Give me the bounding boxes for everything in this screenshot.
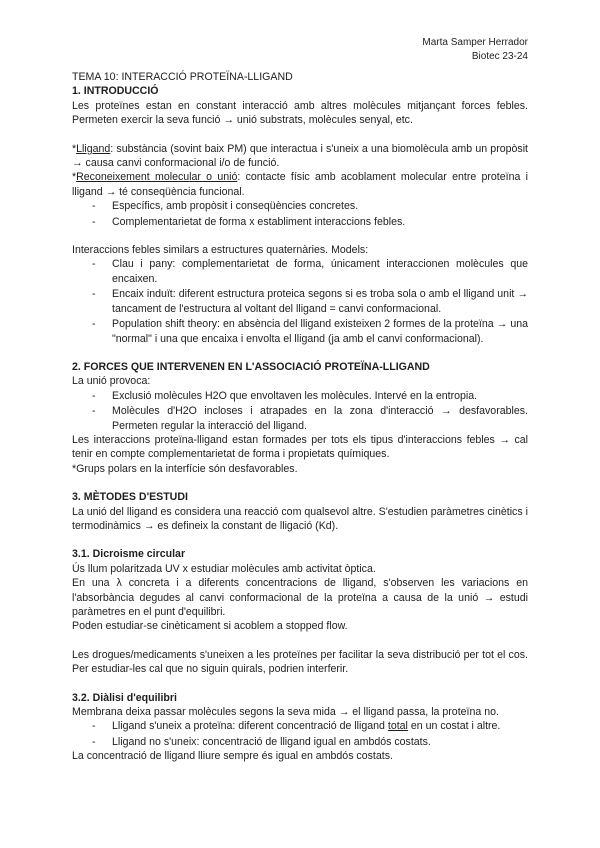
- forces-list: [72, 389, 528, 433]
- paragraph: Interaccions febles similars a estructures quaternàries. Models:: [72, 244, 369, 257]
- paragraph: Ús llum polaritzada UV x estudiar molècules amb activitat òptica.: [72, 562, 376, 575]
- page-header: [422, 36, 528, 64]
- list-item: - Lligand no s'uneix: concentració de lligand igual en ambdós costats.: [112, 735, 528, 749]
- reconeixement-list: [72, 199, 528, 229]
- list-item: - Molècules d'H2O incloses i atrapades en la zona d'interacció → desfavorables. Permeten regular la interacció del lligand.: [112, 404, 528, 433]
- section-2-heading: 2. FORCES QUE INTERVENEN EN L'ASSOCIACIÓ PROTEÏNA-LLIGAND: [72, 360, 430, 373]
- paragraph: La unió del lligand es considera una reacció com qualsevol altre. S'estudien paràmetres cinètics i termodinàmics → es defineix la constant de lligació (Kd).: [72, 505, 528, 532]
- paragraph: En una λ concreta i a diferents concentracions de lligand, s'observen les variacions en l'absorbància degudes al canvi conformacional de la proteïna a causa de la unió → estudi paràmetres en el punt d'equilibri.: [72, 577, 528, 618]
- reconeixement-definition: *Reconeixement molecular o unió: contacte físic amb acoblament molecular entre proteïna i lligand → té conseqüència funcional.: [72, 171, 528, 198]
- dialysis-list: [72, 719, 528, 749]
- list-item: - Population shift theory: en absència del lligand existeixen 2 formes de la proteïna → una "normal" i una que encaixa i envolta el lligand (ja amb el canvi conformacional).: [112, 317, 528, 346]
- list-item: - Lligand s'uneix a proteïna: diferent concentració de lligand total en un costat i altre.: [112, 719, 528, 733]
- document-body: [72, 70, 528, 764]
- topic-title: TEMA 10: INTERACCIÓ PROTEÏNA-LLIGAND: [72, 71, 293, 83]
- paragraph: La unió provoca:: [72, 375, 151, 388]
- paragraph: Les drogues/medicaments s'uneixen a les proteïnes per facilitar la seva distribució per tot el cos. Per estudiar-les cal que no siguin quirals, podrien interferir.: [72, 648, 528, 676]
- paragraph: Poden estudiar-se cinèticament si acoblem a stopped flow.: [72, 620, 348, 633]
- list-item: - Específics, amb propòsit i conseqüències concretes.: [112, 199, 528, 213]
- course-label: Biotec 23-24: [471, 51, 528, 62]
- paragraph: Membrana deixa passar molècules segons la seva mida → el lligand passa, la proteïna no.: [72, 706, 499, 719]
- note: *Grups polars en la interfície són desfavorables.: [72, 462, 298, 475]
- lligand-definition: *Lligand: substància (sovint baix PM) que interactua i s'uneix a una biomolècula amb un propòsit → causa canvi conformacional i/o de funció.: [72, 142, 528, 170]
- models-list: [72, 257, 528, 345]
- paragraph: Les proteïnes estan en constant interacció amb altres molècules mitjançant forces febles. Permeten exercir la seva funció → unió substrats, molècules senyal, etc.: [72, 99, 528, 127]
- subsection-3-1-heading: 3.1. Dicroisme circular: [72, 548, 186, 561]
- lligand-term: Lligand: [76, 142, 111, 155]
- underlined-word: total: [387, 720, 408, 733]
- section-1-heading: 1. INTRODUCCIÓ: [72, 85, 159, 98]
- paragraph: La concentració de lligand lliure sempre és igual en ambdós costats.: [72, 750, 393, 763]
- reconeixement-term: Reconeixement molecular o unió: [76, 171, 238, 184]
- list-item: - Exclusió molècules H2O que envoltaven les molècules. Intervé en la entropia.: [112, 389, 528, 403]
- author-name: Marta Samper Herrador: [422, 37, 528, 48]
- section-3-heading: 3. MÈTODES D'ESTUDI: [72, 491, 188, 504]
- subsection-3-2-heading: 3.2. Diàlisi d'equilibri: [72, 691, 177, 704]
- list-item: - Complementarietat de forma x establiment interaccions febles.: [112, 215, 528, 229]
- list-item: - Encaix induït: diferent estructura proteica segons si es troba sola o amb el lligand unit → tancament de l'estructura al voltant del lligand = canvi conformacional.: [112, 287, 528, 316]
- list-item: - Clau i pany: complementarietat de forma, únicament interaccionen molècules que encaixen.: [112, 257, 528, 286]
- paragraph: Les interaccions proteïna-lligand estan formades per tots els tipus d'interaccions febles → cal tenir en compte complementarietat de forma i propietats químiques.: [72, 433, 528, 461]
